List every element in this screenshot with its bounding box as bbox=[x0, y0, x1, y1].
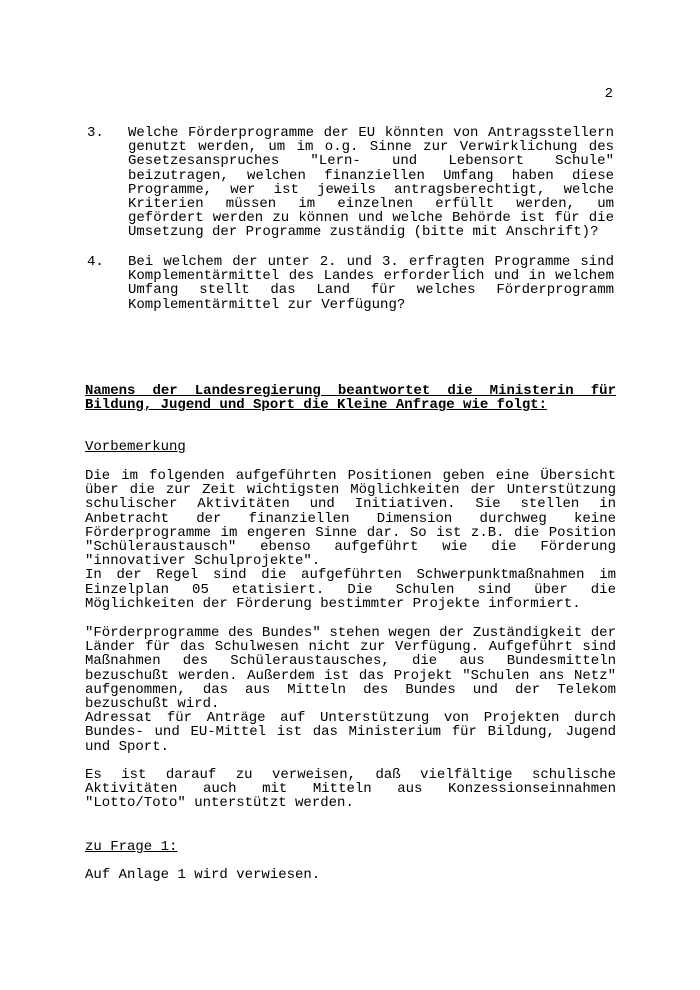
paragraph-text: Die im folgenden aufgeführten Positionen geben eine Übersicht über die zur Zeit wichtigsten Möglichkeiten der Unterstützung schulischer Aktivitäten und Initiativen. Sie stellen in Anbetracht der finanziellen Dimension durchweg keine Förderprogramme im engeren Sinne dar. So ist z.B. die Position "Schüleraustausch" ebenso aufgeführt wie die Förderung "innovativer Schulprojekte". bbox=[85, 468, 616, 570]
paragraph-text: Adressat für Anträge auf Unterstützung von Projekten durch Bundes- und EU-Mittel ist das Ministerium für Bildung, Jugend und Sport. bbox=[85, 710, 616, 755]
answer-heading bbox=[85, 384, 616, 412]
frage-1-answer bbox=[85, 868, 616, 882]
page-number: 2 bbox=[604, 86, 613, 102]
paragraph-text: Es ist darauf zu verweisen, daß vielfältige schulische Aktivitäten auch mit Mitteln aus Konzessionseinnahmen "Lotto/Toto" unterstützt werden. bbox=[85, 767, 616, 812]
paragraph-text: In der Regel sind die aufgeführten Schwerpunktmaßnahmen im Einzelplan 05 etatisiert. Die Schulen sind über die Möglichkeiten der Förderung bestimmter Projekte informiert. bbox=[85, 567, 616, 612]
paragraph-text: "Förderprogramme des Bundes" stehen wegen der Zuständigkeit der Länder für das Schulwesen nicht zur Verfügung. Aufgeführt sind Maßnahmen des Schüleraustausches, die aus Bundesmitteln bezuschußt werden. Außerdem ist das Projekt "Schulen ans Netz" aufgenommen, das aus Mitteln des Bundes und der Telekom bezuschußt wird. bbox=[85, 625, 616, 713]
question-text: Welche Förderprogramme der EU könnten von Antragsstellern genutzt werden, um im o.g. Sinne zur Verwirklichung des Gesetzesanspruches "Lern- und Lebensort Schule" beizutragen, welchen finanziellen Umfang haben diese Programme, wer ist jeweils antragsberechtigt, welche Kriterien müssen im einzelnen erfüllt werden, um gefördert werden zu können und welche Behörde ist für die Umsetzung der Programme zuständig (bitte mit Anschrift)? bbox=[128, 125, 614, 241]
answer-heading-line-1: Namens der Landesregierung beantwortet die Ministerin für bbox=[85, 383, 616, 399]
vorbemerkung-paragraph-2 bbox=[85, 626, 616, 754]
question-number: 3. bbox=[87, 125, 104, 141]
vorbemerkung-paragraph-1 bbox=[85, 469, 616, 611]
section-title-vorbemerkung: Vorbemerkung bbox=[85, 439, 186, 455]
vorbemerkung-paragraph-3 bbox=[85, 768, 616, 811]
answer-heading-line-2: Bildung, Jugend und Sport die Kleine Anfrage wie folgt: bbox=[85, 397, 548, 414]
question-3 bbox=[87, 126, 614, 240]
paragraph-text: Auf Anlage 1 wird verwiesen. bbox=[85, 867, 321, 883]
question-text: Bei welchem der unter 2. und 3. erfragten Programme sind Komplementärmittel des Landes erforderlich und in welchem Umfang stellt das Land für welches Förderprogramm Komplementärmittel zur Verfügung? bbox=[128, 254, 614, 313]
section-title-frage-1: zu Frage 1: bbox=[85, 839, 178, 855]
question-4 bbox=[87, 255, 614, 312]
question-number: 4. bbox=[87, 254, 104, 270]
